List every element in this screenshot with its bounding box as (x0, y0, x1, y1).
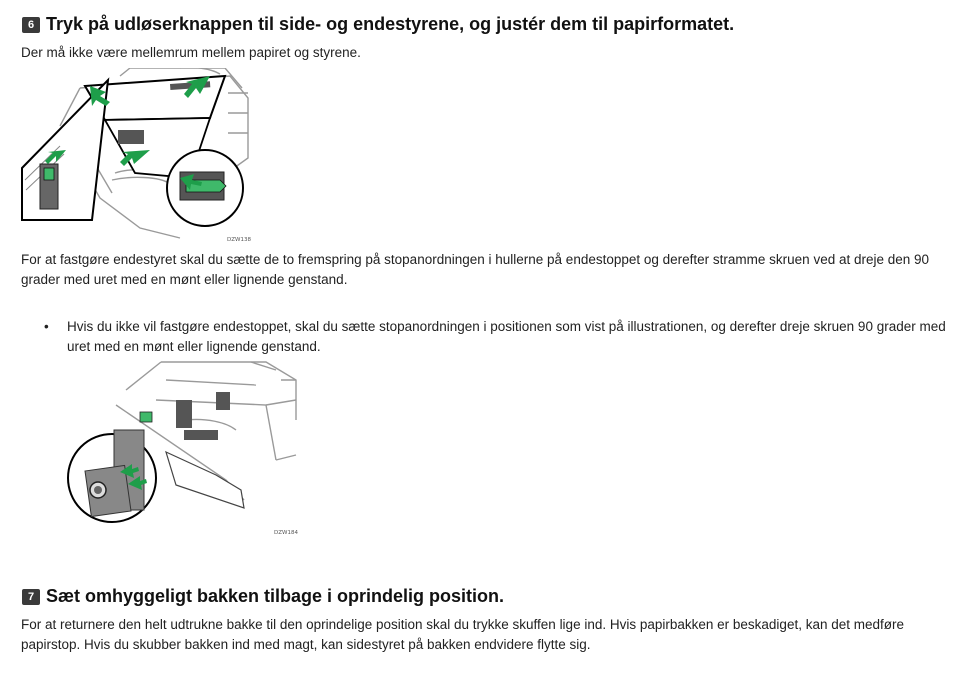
bullet-list-item (44, 317, 953, 357)
illustration-stopper-position (66, 360, 300, 538)
bullet-dot-icon: • (44, 319, 49, 334)
step-6-heading (22, 14, 734, 35)
step-6-note: Der må ikke være mellemrum mellem papiret og styrene. (21, 45, 361, 60)
step-7-heading (22, 586, 504, 607)
step-7-number: 7 (22, 589, 40, 605)
figure-code-2: DZW184 (274, 530, 298, 536)
step-6-body: For at fastgøre endestyret skal du sætte de to fremspring på stopanordningen i hullerne på endestoppet og derefter stramme skruen ved at dreje den 90 grader med uret med en mønt eller lignende genstand. (21, 252, 930, 287)
step-6-title: Tryk på udløserknappen til side- og endestyrene, og justér dem til papirformatet. (46, 14, 735, 34)
step-6-number: 6 (22, 17, 40, 33)
figure-code-1: DZW138 (227, 237, 251, 243)
bullet-text: Hvis du ikke vil fastgøre endestoppet, skal du sætte stopanordningen i positionen som vist på illustrationen, og derefter dreje skruen 90 grader med uret med en mønt eller lignende genstand. (67, 319, 946, 354)
step-7-title: Sæt omhyggeligt bakken tilbage i oprindelig position. (46, 586, 505, 606)
illustration-guides-adjust (20, 68, 252, 244)
step-7-body: For at returnere den helt udtrukne bakke til den oprindelige position skal du trykke skuffen lige ind. Hvis papirbakken er beskadiget, kan det medføre papirstop. Hvis du skubber bakken ind med magt, kan sidestyret på bakken endvidere flytte sig. (21, 617, 904, 652)
